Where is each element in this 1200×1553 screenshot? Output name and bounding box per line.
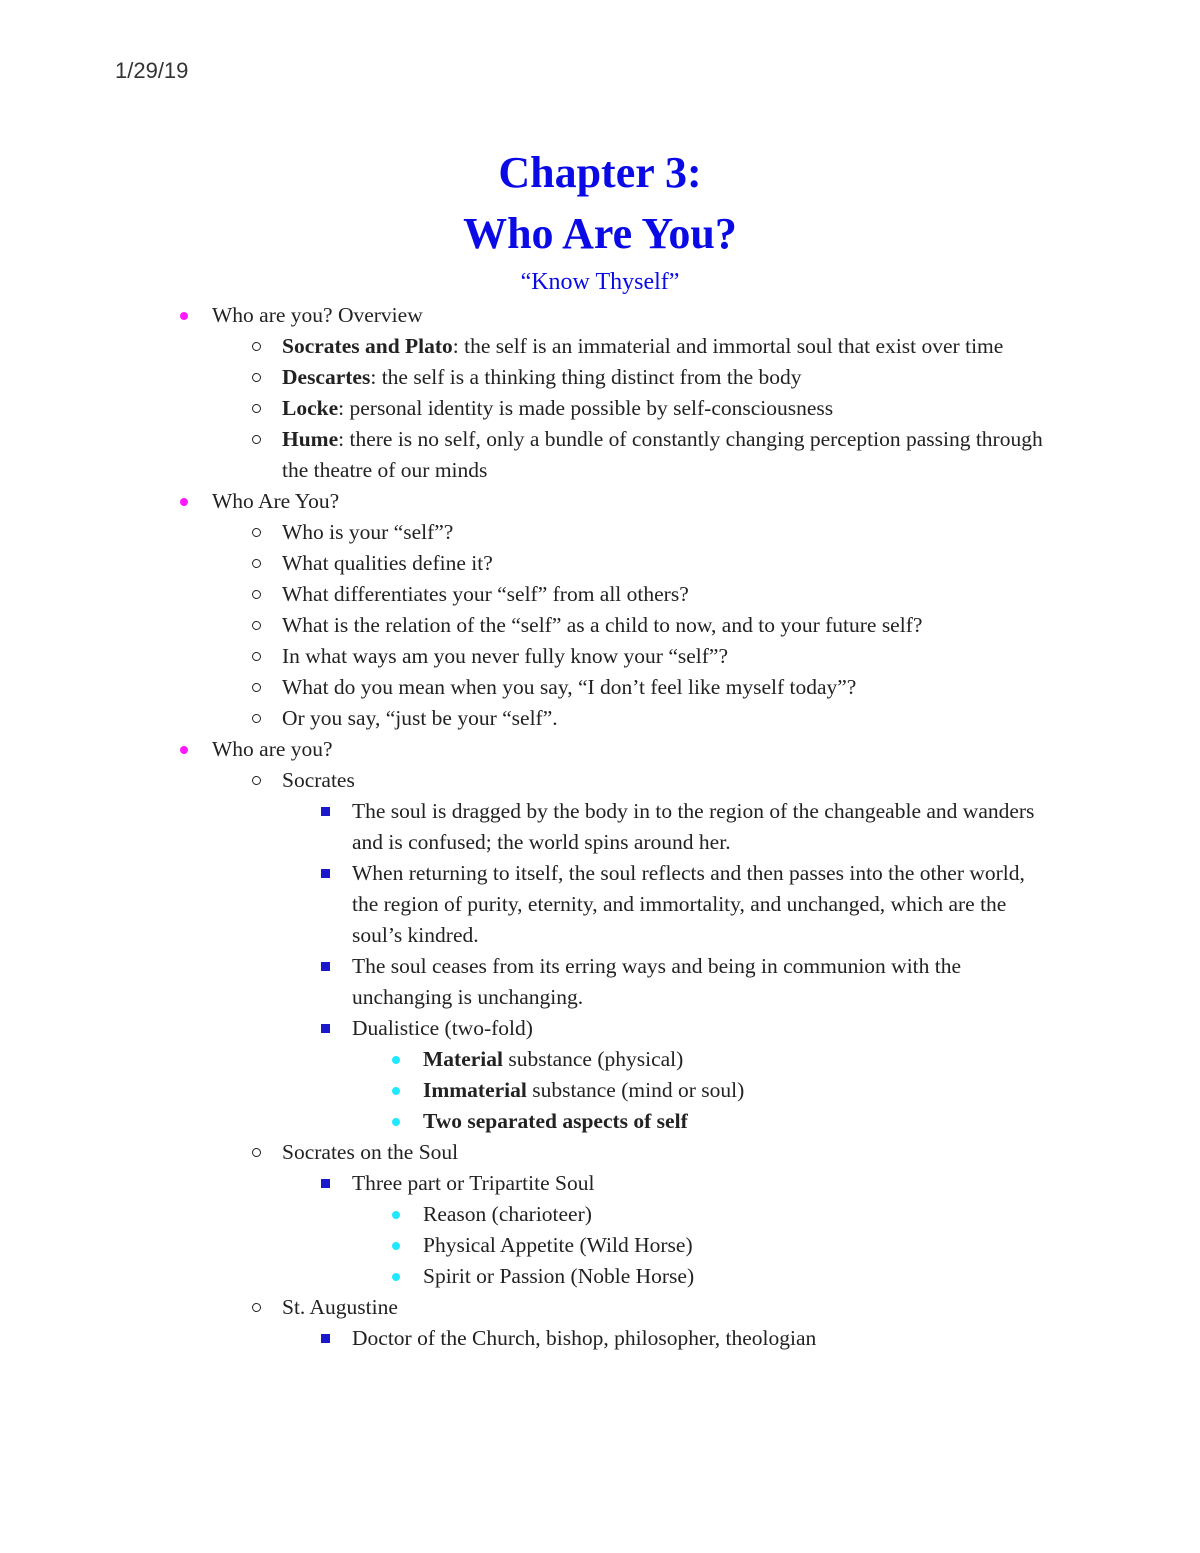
item-text: What is the relation of the “self” as a child to now, and to your future self? bbox=[282, 613, 923, 637]
list-item-text bbox=[212, 486, 1052, 517]
item-text: The soul ceases from its erring ways and being in communion with the unchanging is unchanging. bbox=[352, 954, 962, 1009]
list-item-text bbox=[212, 734, 1052, 765]
list-item-text bbox=[282, 362, 1052, 393]
list-item-text bbox=[282, 1292, 1052, 1323]
list-item bbox=[0, 517, 1200, 548]
square-bullet-icon bbox=[317, 858, 333, 889]
list-item-text bbox=[282, 765, 1052, 796]
list-item bbox=[0, 1292, 1200, 1323]
hollow-circle-bullet-icon bbox=[248, 331, 264, 362]
item-text: What qualities define it? bbox=[282, 551, 493, 575]
hollow-circle-bullet-icon bbox=[248, 672, 264, 703]
square-bullet-icon bbox=[317, 1013, 333, 1044]
list-item bbox=[0, 1168, 1200, 1199]
list-item-text bbox=[352, 1013, 1042, 1044]
list-item-text bbox=[352, 951, 1042, 1013]
item-text: Who is your “self”? bbox=[282, 520, 454, 544]
outline-list bbox=[0, 300, 1200, 1354]
hollow-circle-bullet-icon bbox=[248, 610, 264, 641]
item-text: When returning to itself, the soul reflects and then passes into the other world, the region of purity, eternity, and immortality, and unchanged, which are the soul’s kindred. bbox=[352, 861, 1025, 947]
hollow-circle-bullet-icon bbox=[248, 362, 264, 393]
know-thyself-subtitle: “Know Thyself” bbox=[520, 269, 680, 295]
hollow-circle-bullet-icon bbox=[248, 703, 264, 734]
filled-circle-bullet-icon bbox=[176, 734, 192, 765]
list-item bbox=[0, 641, 1200, 672]
bold-term: Immaterial bbox=[423, 1078, 527, 1102]
list-item bbox=[0, 1261, 1200, 1292]
list-item bbox=[0, 1106, 1200, 1137]
item-text: Who are you? Overview bbox=[212, 303, 423, 327]
list-item-text bbox=[282, 610, 1052, 641]
date-label: 1/29/19 bbox=[115, 58, 189, 83]
item-text: : personal identity is made possible by self-consciousness bbox=[338, 396, 834, 420]
bold-term: Two separated aspects of self bbox=[423, 1109, 688, 1133]
item-text: St. Augustine bbox=[282, 1295, 398, 1319]
item-text: Socrates on the Soul bbox=[282, 1140, 459, 1164]
item-text: : the self is a thinking thing distinct from the body bbox=[370, 365, 802, 389]
item-text: Reason (charioteer) bbox=[423, 1202, 592, 1226]
filled-circle-bullet-icon bbox=[176, 300, 192, 331]
hollow-circle-bullet-icon bbox=[248, 765, 264, 796]
hollow-circle-bullet-icon bbox=[248, 1137, 264, 1168]
list-item-text bbox=[282, 424, 1052, 486]
cyan-circle-bullet-icon bbox=[388, 1230, 404, 1261]
list-item-text bbox=[282, 641, 1052, 672]
list-item-text bbox=[423, 1044, 1043, 1075]
hollow-circle-bullet-icon bbox=[248, 579, 264, 610]
square-bullet-icon bbox=[317, 1168, 333, 1199]
list-item-text bbox=[282, 579, 1052, 610]
list-item-text bbox=[352, 858, 1042, 951]
hollow-circle-bullet-icon bbox=[248, 641, 264, 672]
chapter-subtitle-heading: Who Are You? bbox=[463, 209, 737, 258]
list-item bbox=[0, 703, 1200, 734]
hollow-circle-bullet-icon bbox=[248, 1292, 264, 1323]
list-item-text bbox=[282, 703, 1052, 734]
item-text: In what ways am you never fully know your “self”? bbox=[282, 644, 728, 668]
list-item-text bbox=[282, 672, 1052, 703]
cyan-circle-bullet-icon bbox=[388, 1075, 404, 1106]
list-item bbox=[0, 362, 1200, 393]
list-item bbox=[0, 734, 1200, 765]
item-text: : the self is an immaterial and immortal soul that exist over time bbox=[452, 334, 1004, 358]
cyan-circle-bullet-icon bbox=[388, 1261, 404, 1292]
list-item bbox=[0, 300, 1200, 331]
list-item-text bbox=[352, 1168, 1042, 1199]
list-item-text bbox=[423, 1075, 1043, 1106]
list-item-text bbox=[282, 1137, 1052, 1168]
item-text: Physical Appetite (Wild Horse) bbox=[423, 1233, 693, 1257]
list-item-text bbox=[352, 1323, 1042, 1354]
list-item bbox=[0, 548, 1200, 579]
cyan-circle-bullet-icon bbox=[388, 1106, 404, 1137]
item-text: Socrates bbox=[282, 768, 355, 792]
item-text: What differentiates your “self” from all others? bbox=[282, 582, 689, 606]
filled-circle-bullet-icon bbox=[176, 486, 192, 517]
bold-term: Socrates and Plato bbox=[282, 334, 453, 358]
list-item bbox=[0, 424, 1200, 486]
list-item-text bbox=[212, 300, 1052, 331]
list-item bbox=[0, 1230, 1200, 1261]
item-text: Who are you? bbox=[212, 737, 333, 761]
list-item bbox=[0, 1323, 1200, 1354]
square-bullet-icon bbox=[317, 796, 333, 827]
list-item-text bbox=[282, 517, 1052, 548]
list-item-text bbox=[282, 393, 1052, 424]
list-item bbox=[0, 1044, 1200, 1075]
list-item bbox=[0, 672, 1200, 703]
hollow-circle-bullet-icon bbox=[248, 393, 264, 424]
item-text: The soul is dragged by the body in to the region of the changeable and wanders and is confused; the world spins around her. bbox=[352, 799, 1035, 854]
cyan-circle-bullet-icon bbox=[388, 1044, 404, 1075]
list-item bbox=[0, 579, 1200, 610]
list-item-text bbox=[423, 1106, 1043, 1137]
list-item bbox=[0, 765, 1200, 796]
bold-term: Material bbox=[423, 1047, 503, 1071]
square-bullet-icon bbox=[317, 951, 333, 982]
list-item-text bbox=[423, 1261, 1043, 1292]
list-item bbox=[0, 796, 1200, 858]
list-item-text bbox=[352, 796, 1042, 858]
item-text: What do you mean when you say, “I don’t feel like myself today”? bbox=[282, 675, 857, 699]
item-text: substance (physical) bbox=[503, 1047, 684, 1071]
item-text: : there is no self, only a bundle of constantly changing perception passing through the theatre of our minds bbox=[282, 427, 1043, 482]
list-item bbox=[0, 610, 1200, 641]
list-item bbox=[0, 951, 1200, 1013]
bold-term: Hume bbox=[282, 427, 339, 451]
list-item bbox=[0, 331, 1200, 362]
item-text: Spirit or Passion (Noble Horse) bbox=[423, 1264, 695, 1288]
item-text: Doctor of the Church, bishop, philosopher, theologian bbox=[352, 1326, 817, 1350]
list-item bbox=[0, 858, 1200, 951]
cyan-circle-bullet-icon bbox=[388, 1199, 404, 1230]
bold-term: Locke bbox=[282, 396, 339, 420]
bold-term: Descartes bbox=[282, 365, 371, 389]
list-item-text bbox=[423, 1199, 1043, 1230]
hollow-circle-bullet-icon bbox=[248, 548, 264, 579]
item-text: substance (mind or soul) bbox=[526, 1078, 745, 1102]
list-item bbox=[0, 1199, 1200, 1230]
square-bullet-icon bbox=[317, 1323, 333, 1354]
list-item bbox=[0, 393, 1200, 424]
list-item bbox=[0, 486, 1200, 517]
list-item bbox=[0, 1137, 1200, 1168]
item-text: Who Are You? bbox=[212, 489, 340, 513]
list-item-text bbox=[282, 331, 1052, 362]
item-text: Or you say, “just be your “self”. bbox=[282, 706, 558, 730]
list-item bbox=[0, 1013, 1200, 1044]
item-text: Three part or Tripartite Soul bbox=[352, 1171, 595, 1195]
hollow-circle-bullet-icon bbox=[248, 517, 264, 548]
hollow-circle-bullet-icon bbox=[248, 424, 264, 455]
item-text: Dualistice (two-fold) bbox=[352, 1016, 533, 1040]
list-item-text bbox=[423, 1230, 1043, 1261]
list-item-text bbox=[282, 548, 1052, 579]
chapter-title: Chapter 3: bbox=[498, 148, 702, 197]
list-item bbox=[0, 1075, 1200, 1106]
